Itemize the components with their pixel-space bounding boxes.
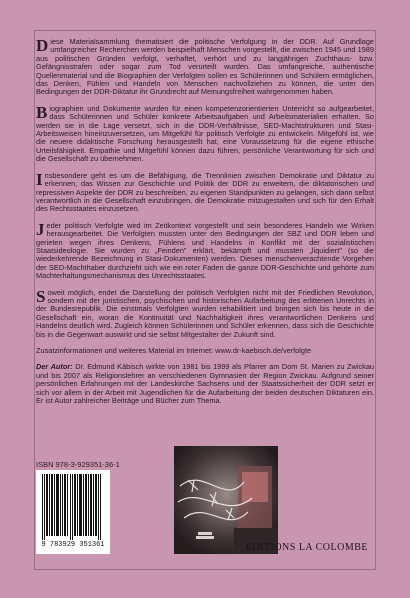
drop-cap: B [36,102,48,122]
drop-cap: D [36,36,49,55]
isbn-text: ISBN 978-3-929351-36-1 [36,460,120,469]
url-line: Zusatzinformationen und weiteres Material im Internet: www.dr-kaebisch.de/verfolgte [36,346,312,355]
author-text: Dr. Edmund Käbisch wirkte von 1981 bis 1999 als Pfarrer am Dom St. Marien zu Zwickau und bis 2007 als Religionslehrer an verschiedenen Gymnasien der Region Zwickau. Aufgrund seiner persönlichen Erfahrungen mit der Landeskirche Sachsens und der Staatssicherheit der DDR setzt er sich vor allem in der Arbeit mit Jugendlichen für die Aufarbeitung der beiden deutschen Diktaturen ein. Er ist Autor zahlreicher Beiträge und Bücher zum Thema. [36,362,374,406]
drop-cap: J [36,219,45,239]
drop-cap: I [36,169,43,189]
publisher-logo: EDITIONS LA COLOMBE [245,542,368,553]
paragraph-body: oweit möglich, endet die Darstellung der politisch Verfolgten nicht mit der Friedlichen Revolution, sondern mit der juristischen, psychischen und historischen Aufarbeitung des erlittenen Unrechts in der Bundesrepublik. Die einstmals Verfolgten wurden rehabilitiert und bringen sich bis heute in die Gesellschaft ein, woran die Kontinuität und Nachhaltigkeit ihres verantwortlichen Denkens und Handelns deutlich wird. Zugleich können Schülerinnen und Schüler erkennen, dass sich die Geschichte bis in die Gegenwart auswirkt und sie selbst Mitgestalter der Zukunft sind. [36,287,374,339]
paragraph-2 [36,102,374,164]
paragraph-5 [36,286,374,339]
paragraph-1 [36,38,374,97]
paragraph-body: iese Materialsammlung thematisiert die politische Verfolgung in der DDR. Auf Grundlage umfangreicher Recherchen werden beispielhaft Menschen vorgestellt, die zwischen 1945 und 1989 aus politischen Gründen verfolgt, verhaftet, verhört und zu langjährigen Zuchthaus- bzw. Gefängnisstrafen oder sogar zum Tod verurteilt wurden. Das umfangreiche, authentische Quellenmaterial und die Biographien der Verfolgten sollen es Schülerinnen und Schülern ermöglichen, das Denken, Fühlen und Handeln von Menschen nachvollziehen zu können, die unter den Bedingungen der DDR-Diktatur ihr Grundrecht auf Meinungsfreiheit wahrgenommen haben. [36,37,374,97]
paragraph-body: nsbesondere geht es um die Befähigung, die Trennlinien zwischen Demokratie und Diktatur zu erkennen, das Wissen zur Geschichte und Politik der DDR zu erweitern, die diktatorischen und repressiven Aspekte der DDR zu beschreiben, zu eigenen Standpunkten zu gelangen, sich dann selbst verantwortlich in die Gesellschaft einzubringen, die Demokratie mitzugestalten und sich für den Erhalt des Rechtsstaates einzusetzen. [36,170,374,214]
paragraph-3 [36,169,374,214]
author-label: Der Autor: [36,362,73,372]
barbed-wire-photo [174,446,278,554]
paragraph-body: eder politisch Verfolgte wird im Zeitkontext vorgestellt und sein besonderes Handeln wie Wirken herausgearbeitet. Die Verfolgten mussten unter den Bedingungen der SBZ und DDR leben und gerieten wegen ihres Denkens, Fühlens und Handelns in Konflikt mit der sozialistischen Staatsideologie. Sie wurden zu „Feinden" erklärt, bekämpft und mussten „liquidiert" (so die wiederkehrende Bezeichnung in Stasi-Dokumenten) werden. Dieses menschenverachtende Vorgehen der SED-Machthaber durchzieht sich wie ein roter Faden die ganze DDR-Geschichte und gehörte zum Machterhaltungsmechanismus des Unrechtsstaates. [36,220,374,281]
barcode-digits: 9 783929 351361 [41,541,105,549]
author-bio [36,363,374,405]
blurb-text [36,38,374,405]
drop-cap: S [36,286,46,306]
barcode [36,470,110,554]
paragraph-4 [36,219,374,281]
paragraph-body: iographien und Dokumente wurden für einen kompetenzorientierten Unterricht so aufgearbeitet, dass Schülerinnen und Schüler konkrete Arbeitsaufgaben und Arbeitsmaterialien erhalten. So werden sie in die Lage versetzt, sich in die DDR-Verhältnisse, SED-Machtstrukturen und Stasi-Arbeitsweisen hineinzuversetzen, um Mitgefühl für politisch Verfolgte zu entwickeln. Mitgefühl ist, wie die neuere didaktische Forschung herausgestellt hat, eine Voraussetzung für die eigene ethische Urteilsfähigkeit. Empathie und Mitgefühl können dazu führen, persönliche Verantwortung für sich und die Gesellschaft zu übernehmen. [36,103,374,164]
cover-photo [174,446,278,554]
